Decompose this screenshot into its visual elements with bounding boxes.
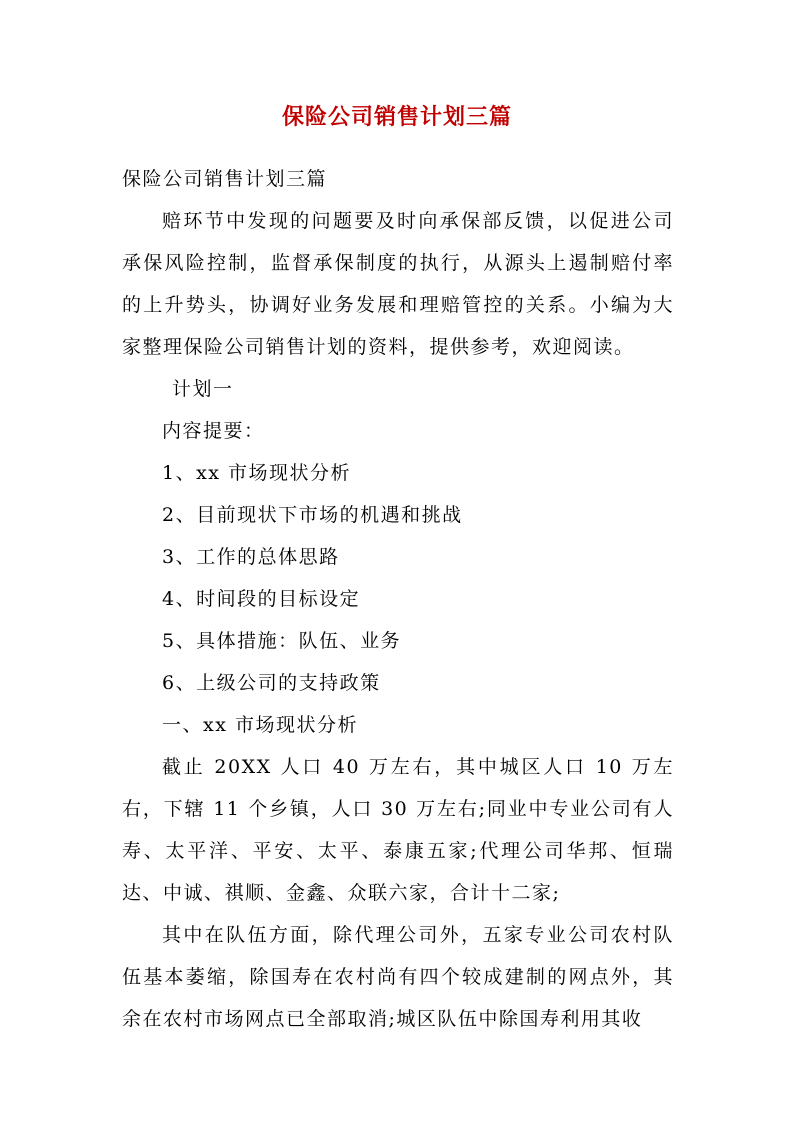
intro-paragraph xyxy=(122,200,674,368)
summary-item: 2、目前现状下市场的机遇和挑战 xyxy=(162,504,463,526)
section-paragraph-1 xyxy=(122,746,674,914)
document-subtitle: 保险公司销售计划三篇 xyxy=(122,168,328,190)
summary-item: 1、xx 市场现状分析 xyxy=(162,462,352,484)
plan-heading: 计划一 xyxy=(172,378,234,400)
document-title: 保险公司销售计划三篇 xyxy=(281,104,512,130)
summary-heading: 内容提要： xyxy=(162,420,265,442)
section-paragraph-2 xyxy=(122,914,674,1040)
intro-text: 赔环节中发现的问题要及时向承保部反馈，以促进公司承保风险控制，监督承保制度的执行，从源头上遏制赔付率的上升势头，协调好业务发展和理赔管控的关系。小编为大家整理保险公司销售计划的资料，提供参考，欢迎阅读。 xyxy=(122,210,674,358)
section-text-2: 其中在队伍方面，除代理公司外，五家专业公司农村队伍基本萎缩，除国寿在农村尚有四个较成建制的网点外，其余在农村市场网点已全部取消;城区队伍中除国寿利用其收 xyxy=(122,924,674,1030)
summary-item: 3、工作的总体思路 xyxy=(162,546,340,568)
summary-item: 5、具体措施：队伍、业务 xyxy=(162,630,402,652)
summary-item: 6、上级公司的支持政策 xyxy=(162,672,381,694)
section-heading: 一、xx 市场现状分析 xyxy=(162,714,358,736)
section-text-1: 截止 20XX 人口 40 万左右，其中城区人口 10 万左右，下辖 11 个乡镇，人口 30 万左右;同业中专业公司有人寿、太平洋、平安、太平、泰康五家;代理公司华邦、恒瑞达、中诚、祺顺、金鑫、众联六家，合计十二家; xyxy=(122,756,674,904)
summary-item: 4、时间段的目标设定 xyxy=(162,588,361,610)
